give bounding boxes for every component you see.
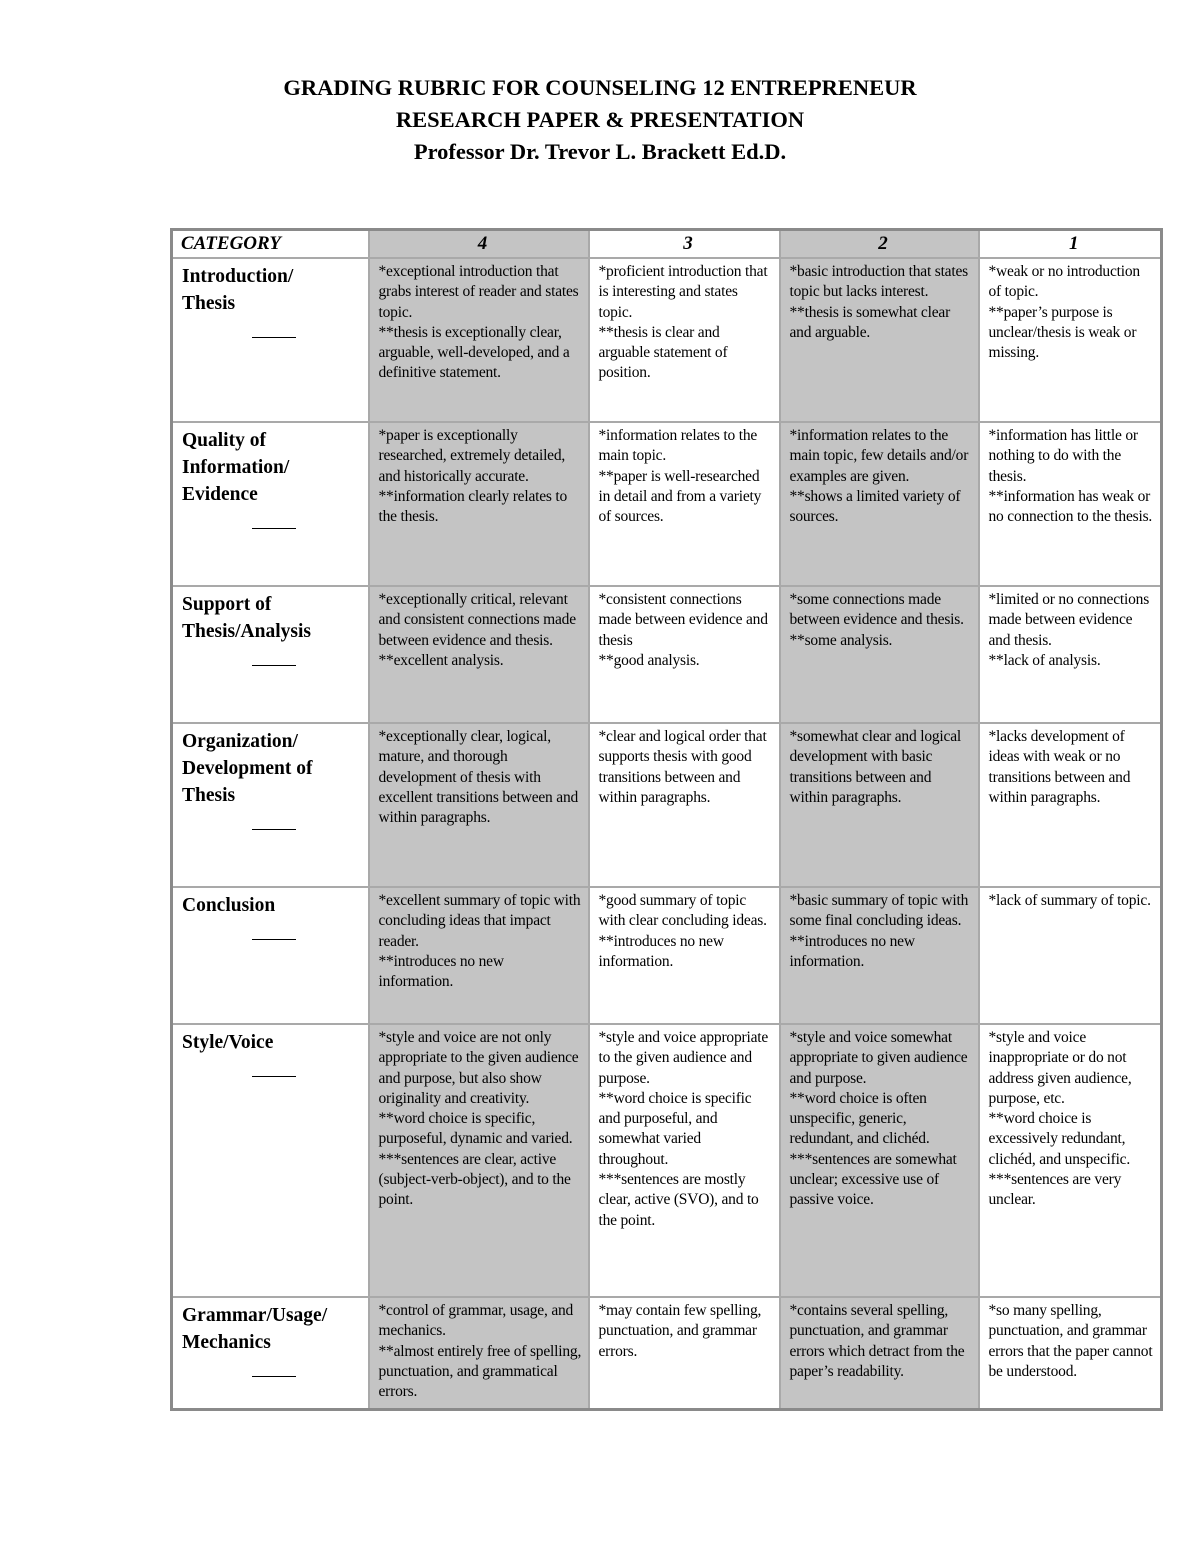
descriptor-score-1: *lack of summary of topic. — [979, 887, 1162, 1024]
title-line-1: GRADING RUBRIC FOR COUNSELING 12 ENTREPRENEUR — [283, 75, 917, 100]
descriptor-score-3: *information relates to the main topic. **paper is well-researched in detail and from a variety of sources. — [589, 422, 780, 586]
descriptor-score-4: *control of grammar, usage, and mechanics. **almost entirely free of spelling, punctuation, and grammatical errors. — [369, 1297, 589, 1409]
category-cell — [172, 723, 369, 887]
document-header — [0, 72, 1200, 168]
descriptor-score-3: *good summary of topic with clear concluding ideas. **introduces no new information. — [589, 887, 780, 1024]
descriptor-score-3: *style and voice appropriate to the given audience and purpose. **word choice is specific and purposeful, and somewhat varied throughout. ***sentences are mostly clear, active (SVO), and to the point. — [589, 1024, 780, 1297]
rubric-row-organization-development — [172, 723, 1162, 887]
header-score-4: 4 — [369, 230, 589, 259]
descriptor-score-2: *some connections made between evidence and thesis. **some analysis. — [780, 586, 979, 723]
title-line-2: RESEARCH PAPER & PRESENTATION — [395, 107, 805, 132]
rubric-row-grammar-usage-mechanics — [172, 1297, 1162, 1409]
descriptor-score-2: *somewhat clear and logical development with basic transitions between and within paragraphs. — [780, 723, 979, 887]
header-score-2: 2 — [780, 230, 979, 259]
score-blank-line — [252, 337, 296, 338]
header-score-1: 1 — [979, 230, 1162, 259]
score-blank-line — [252, 939, 296, 940]
category-label: Organization/ Development of Thesis — [182, 731, 313, 806]
category-cell — [172, 422, 369, 586]
category-label: Introduction/ Thesis — [182, 266, 294, 314]
descriptor-score-2: *contains several spelling, punctuation, and grammar errors which detract from the paper’s readability. — [780, 1297, 979, 1409]
category-label: Grammar/Usage/ Mechanics — [182, 1305, 328, 1353]
descriptor-score-3: *proficient introduction that is interesting and states topic. **thesis is clear and arguable statement of position. — [589, 258, 780, 422]
descriptor-score-3: *may contain few spelling, punctuation, and grammar errors. — [589, 1297, 780, 1409]
descriptor-score-1: *limited or no connections made between evidence and thesis. **lack of analysis. — [979, 586, 1162, 723]
score-blank-line — [252, 829, 296, 830]
descriptor-score-1: *information has little or nothing to do with the thesis. **information has weak or no connection to the thesis. — [979, 422, 1162, 586]
descriptor-score-1: *lacks development of ideas with weak or no transitions between and within paragraphs. — [979, 723, 1162, 887]
category-cell — [172, 586, 369, 723]
descriptor-score-2: *basic introduction that states topic but lacks interest. **thesis is somewhat clear and arguable. — [780, 258, 979, 422]
professor-line: Professor Dr. Trevor L. Brackett Ed.D. — [413, 139, 787, 164]
descriptor-score-4: *exceptionally critical, relevant and consistent connections made between evidence and thesis. **excellent analysis. — [369, 586, 589, 723]
category-cell — [172, 258, 369, 422]
descriptor-score-4: *exceptional introduction that grabs interest of reader and states topic. **thesis is exceptionally clear, arguable, well-developed, and a definitive statement. — [369, 258, 589, 422]
descriptor-score-1: *weak or no introduction of topic. **paper’s purpose is unclear/thesis is weak or missing. — [979, 258, 1162, 422]
header-score-3: 3 — [589, 230, 780, 259]
descriptor-score-4: *exceptionally clear, logical, mature, and thorough development of thesis with excellent transitions between and within paragraphs. — [369, 723, 589, 887]
category-cell — [172, 887, 369, 1024]
score-blank-line — [252, 665, 296, 666]
category-cell — [172, 1297, 369, 1409]
descriptor-score-3: *consistent connections made between evidence and thesis **good analysis. — [589, 586, 780, 723]
descriptor-score-2: *information relates to the main topic, few details and/or examples are given. **shows a limited variety of sources. — [780, 422, 979, 586]
descriptor-score-4: *style and voice are not only appropriate to the given audience and purpose, but also show originality and creativity. **word choice is specific, purposeful, dynamic and varied. ***sentences are clear, active (subject-verb-object), and to the point. — [369, 1024, 589, 1297]
header-category: CATEGORY — [172, 230, 369, 259]
score-blank-line — [252, 1376, 296, 1377]
descriptor-score-4: *excellent summary of topic with concluding ideas that impact reader. **introduces no new information. — [369, 887, 589, 1024]
descriptor-score-2: *basic summary of topic with some final concluding ideas. **introduces no new information. — [780, 887, 979, 1024]
rubric-row-conclusion — [172, 887, 1162, 1024]
score-blank-line — [252, 1076, 296, 1077]
rubric-row-style-voice — [172, 1024, 1162, 1297]
category-label: Conclusion — [182, 895, 276, 916]
grading-rubric-table — [170, 228, 1163, 1411]
rubric-row-introduction-thesis — [172, 258, 1162, 422]
category-label: Style/Voice — [182, 1032, 274, 1053]
descriptor-score-4: *paper is exceptionally researched, extremely detailed, and historically accurate. **information clearly relates to the thesis. — [369, 422, 589, 586]
descriptor-score-1: *style and voice inappropriate or do not address given audience, purpose, etc. **word choice is excessively redundant, clichéd, and unspecific. ***sentences are very unclear. — [979, 1024, 1162, 1297]
rubric-row-quality-of-information — [172, 422, 1162, 586]
descriptor-score-2: *style and voice somewhat appropriate to given audience and purpose. **word choice is often unspecific, generic, redundant, and clichéd. ***sentences are somewhat unclear; excessive use of passive voice. — [780, 1024, 979, 1297]
category-cell — [172, 1024, 369, 1297]
descriptor-score-1: *so many spelling, punctuation, and grammar errors that the paper cannot be understood. — [979, 1297, 1162, 1409]
rubric-row-support-of-thesis — [172, 586, 1162, 723]
category-label: Support of Thesis/Analysis — [182, 594, 311, 642]
category-label: Quality of Information/ Evidence — [182, 430, 290, 505]
score-blank-line — [252, 528, 296, 529]
descriptor-score-3: *clear and logical order that supports thesis with good transitions between and within paragraphs. — [589, 723, 780, 887]
header-row — [172, 230, 1162, 259]
